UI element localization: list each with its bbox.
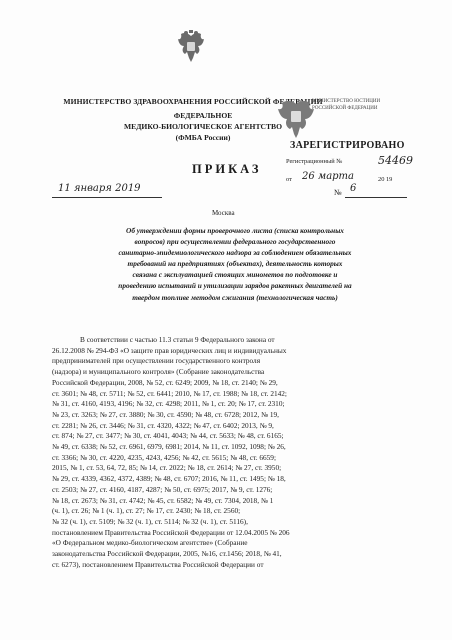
city: Москва xyxy=(212,209,235,217)
title-line: санитарно-эпидемиологического надзора за соблюдением обязательных xyxy=(118,248,352,258)
agency-line: (ФМБА России) xyxy=(175,133,231,142)
body-text xyxy=(52,335,422,570)
date-underline xyxy=(52,197,162,198)
body-line: предпринимателей при осуществлении государственного контроля xyxy=(52,356,261,366)
number-underline xyxy=(345,197,407,198)
body-line: № 31, ст. 4160, 4193, 4196; № 32, ст. 4298; 2011, № 1, ст. 20; № 17, ст. 2310; xyxy=(52,399,285,409)
title-line: требований на предприятиях (объектах), деятельность которых xyxy=(127,259,343,269)
title-line: Об утверждении формы проверочного листа (списка контрольных xyxy=(126,226,344,235)
stamp-reg-number: 54469 xyxy=(378,154,413,167)
body-line: № 32 (ч. 1), ст. 5109; № 32 (ч. 1), ст. 5114; № 32 (ч. 1), ст. 5116), xyxy=(52,516,248,526)
body-line: ст. 6273), постановлением Правительства Российской Федерации от xyxy=(52,559,264,569)
body-line: № 23, ст. 3263; № 27, ст. 3880; № 30, ст. 4590; № 48, ст. 6728; 2012, № 19, xyxy=(52,409,279,419)
stamp-year: 20 19 xyxy=(378,176,393,183)
stamp-date-prefix: от xyxy=(286,176,292,183)
stamp-title: ЗАРЕГИСТРИРОВАНО xyxy=(290,140,405,151)
registration-stamp xyxy=(264,96,424,192)
order-number: 6 xyxy=(350,183,357,194)
body-line: (ч. 1), ст. 26; № 1 (ч. 1), ст. 27; № 17, ст. 2430; № 18, ст. 2560; xyxy=(52,506,241,516)
body-line: Российской Федерации, 2008, № 52, ст. 6249; 2009, № 18, ст. 2140; № 29, xyxy=(52,377,278,387)
coat-of-arms-icon xyxy=(176,30,206,64)
body-line: 26.12.2008 № 294-ФЗ «О защите прав юридических лиц и индивидуальных xyxy=(52,345,287,355)
body-line: постановлением Правительства Российской Федерации от 12.04.2005 № 206 xyxy=(52,527,290,537)
body-line: «О Федеральном медико-биологическом агентстве» (Собрание xyxy=(52,538,248,548)
body-line: ст. 874; № 27, ст. 3477; № 30, ст. 4041, 4043; № 44, ст. 5633; № 48, ст. 6165; xyxy=(52,431,284,441)
stamp-ministry-line: МИНИСТЕРСТВО ЮСТИЦИИ xyxy=(312,99,381,104)
stamp-date: 26 марта xyxy=(302,171,355,182)
ministry-name: МИНИСТЕРСТВО ЗДРАВООХРАНЕНИЯ РОССИЙСКОЙ ФЕДЕРАЦИИ xyxy=(63,97,323,106)
body-line: № 49, ст. 6338; № 52, ст. 6961, 6979, 6981; 2014, № 11, ст. 1092, 1098; № 26, xyxy=(52,442,286,452)
stamp-federation-line: РОССИЙСКОЙ ФЕДЕРАЦИИ xyxy=(312,106,378,111)
title-line: связана с эксплуатацией стоящих минометов по подготовке и xyxy=(132,270,338,280)
body-line: ст. 3601; № 48, ст. 5711; № 52, ст. 6441; 2010, № 17, ст. 1988; № 18, ст. 2142; xyxy=(52,388,287,398)
body-line: 2015, № 1, ст. 53, 64, 72, 85; № 14, ст. 2022; № 18, ст. 2614; № 27, ст. 3950; xyxy=(52,463,282,473)
order-title xyxy=(50,225,420,303)
body-line: ст. 2281; № 26, ст. 3446; № 31, ст. 4320, 4322; № 47, ст. 6402; 2013, № 9, xyxy=(52,420,274,430)
document-type-heading: ПРИКАЗ xyxy=(192,162,262,176)
order-date: 11 января 2019 xyxy=(58,183,141,194)
body-line: ст. 3366; № 30, ст. 4220, 4235, 4243, 4256; № 42, ст. 5615; № 48, ст. 6659; xyxy=(52,452,276,462)
number-sign: № xyxy=(334,188,342,197)
body-line: законодательства Российской Федерации, 2005, №16, ст.1456; 2018, № 41, xyxy=(52,549,282,559)
stamp-reg-label: Регистрационный № xyxy=(286,158,343,165)
body-line: В соответствии с частью 11.3 статьи 9 Федерального закона от xyxy=(80,335,275,344)
title-line: вопросов) при осуществлении федерального государственного xyxy=(134,237,336,247)
body-line: № 18, ст. 2673; № 31, ст. 4742; № 45, ст. 6582; № 49, ст. 7304, 2018, № 1 xyxy=(52,495,274,505)
agency-line: МЕДИКО-БИОЛОГИЧЕСКОЕ АГЕНТСТВО xyxy=(123,122,283,131)
body-line: (надзора) и муниципального контроля» (Собрание законодательства xyxy=(52,367,265,377)
title-line: твердом топливе методом сжигания (технологическая часть) xyxy=(132,292,338,302)
title-line: проведению испытаний и утилизации зарядов ракетных двигателей на xyxy=(118,281,352,291)
body-line: ст. 2503; № 27, ст. 4160, 4187, 4287; № 50, ст. 6975; 2017, № 9, ст. 1276; xyxy=(52,484,273,494)
body-line: № 29, ст. 4339, 4362, 4372, 4389; № 48, ст. 6707; 2016, № 11, ст. 1495; № 18, xyxy=(52,474,286,484)
agency-line: ФЕДЕРАЛЬНОЕ xyxy=(173,111,233,120)
